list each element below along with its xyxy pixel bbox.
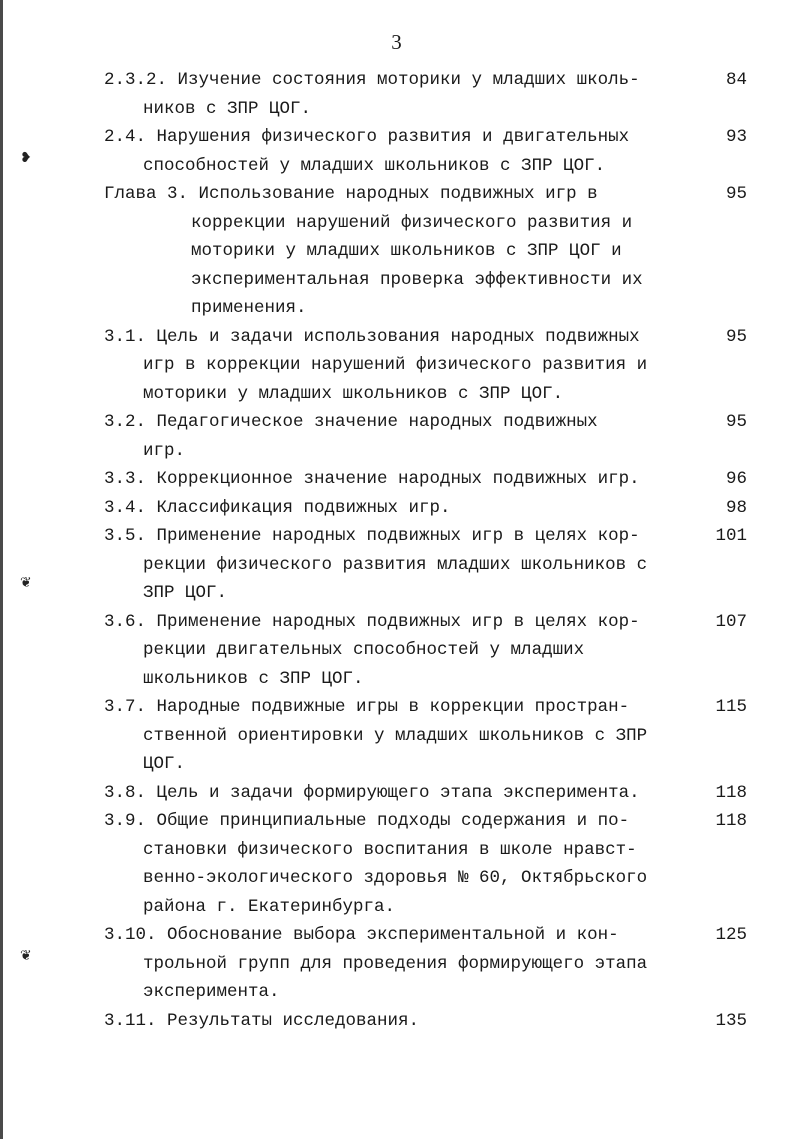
toc-entry-continuation: школьников с ЗПР ЦОГ. bbox=[143, 668, 364, 689]
toc-entry-page: 118 bbox=[715, 811, 747, 831]
toc-entry-page: 118 bbox=[715, 782, 747, 803]
toc-entry-continuation: экспериментальная проверка эффективности их bbox=[191, 269, 643, 290]
toc-entry-continuation: коррекции нарушений физического развития и bbox=[191, 212, 633, 233]
toc-entry-page: 101 bbox=[715, 526, 747, 546]
toc-entry-continuation: района г. Екатеринбурга. bbox=[143, 896, 396, 917]
toc-entry-title: 3.6. Применение народных подвижных игр в целях кор- bbox=[104, 611, 640, 632]
toc-entry-page: 95 bbox=[725, 184, 747, 204]
toc-entry-page: 125 bbox=[715, 925, 747, 945]
toc-entry-continuation: становки физического воспитания в школе нравст- bbox=[143, 839, 637, 860]
scan-mark: ❦ bbox=[20, 575, 32, 591]
toc-entry-continuation: применения. bbox=[191, 298, 307, 318]
toc-entry-page: 98 bbox=[725, 497, 747, 518]
toc-entry-title: 3.8. Цель и задачи формирующего этапа эксперимента. bbox=[104, 782, 640, 803]
toc-entry bbox=[0, 921, 793, 1007]
toc-entry-title: 3.5. Применение народных подвижных игр в целях кор- bbox=[104, 526, 640, 546]
toc-entry-continuation: ственной ориентировки у младших школьников с ЗПР bbox=[143, 725, 648, 746]
toc-entry-continuation: игр. bbox=[143, 440, 186, 461]
toc-entry-continuation: моторики у младших школьников с ЗПР ЦОГ и bbox=[191, 241, 622, 261]
toc-entry-continuation: игр в коррекции нарушений физического развития и bbox=[143, 355, 648, 375]
toc-entry bbox=[0, 522, 793, 608]
toc-entry-continuation: моторики у младших школьников с ЗПР ЦОГ. bbox=[143, 383, 564, 404]
toc-entry-title: Глава 3. Использование народных подвижных игр в bbox=[104, 184, 598, 204]
toc-entry-continuation: ЦОГ. bbox=[143, 754, 186, 774]
toc-entry-page: 95 bbox=[725, 326, 747, 347]
toc-entry bbox=[0, 323, 793, 409]
toc-entry-continuation: рекции физического развития младших школьников с bbox=[143, 554, 648, 575]
toc-entry-page: 95 bbox=[725, 412, 747, 432]
toc-entry-continuation: трольной групп для проведения формирующего этапа bbox=[143, 953, 648, 974]
toc-entry bbox=[0, 779, 793, 808]
scan-mark: ❥ bbox=[20, 150, 32, 166]
toc-entry-page: 84 bbox=[725, 70, 747, 90]
toc-entry-continuation: ЗПР ЦОГ. bbox=[143, 583, 228, 603]
toc-entry bbox=[0, 494, 793, 523]
toc-entry bbox=[0, 66, 793, 123]
toc-entry-continuation: венно-экологического здоровья № 60, Октябрьского bbox=[143, 868, 648, 888]
toc-entry-title: 3.7. Народные подвижные игры в коррекции простран- bbox=[104, 697, 630, 717]
toc-entry bbox=[0, 693, 793, 779]
toc-entry bbox=[0, 465, 793, 494]
toc-entry-title: 3.9. Общие принципиальные подходы содержания и по- bbox=[104, 811, 630, 831]
toc-entry-continuation: рекции двигательных способностей у младших bbox=[143, 640, 585, 660]
toc-entry-title: 3.10. Обоснование выбора экспериментальной и кон- bbox=[104, 925, 619, 945]
toc-entry-title: 2.4. Нарушения физического развития и двигательных bbox=[104, 127, 630, 147]
toc-entry-title: 3.1. Цель и задачи использования народных подвижных bbox=[104, 326, 640, 347]
toc-entry bbox=[0, 807, 793, 921]
toc-entry bbox=[0, 608, 793, 694]
toc-entry bbox=[0, 123, 793, 180]
toc-entry-continuation: способностей у младших школьников с ЗПР ЦОГ. bbox=[143, 155, 606, 176]
toc-entry bbox=[0, 1007, 793, 1036]
table-of-contents bbox=[0, 66, 793, 1035]
toc-entry-page: 96 bbox=[725, 469, 747, 489]
toc-entry-page: 107 bbox=[715, 611, 747, 632]
toc-entry bbox=[0, 180, 793, 323]
page-number: 3 bbox=[391, 30, 402, 54]
toc-entry-page: 115 bbox=[715, 697, 747, 717]
toc-entry-page: 135 bbox=[715, 1010, 747, 1031]
toc-entry-continuation: ников с ЗПР ЦОГ. bbox=[143, 98, 312, 119]
toc-entry bbox=[0, 408, 793, 465]
toc-entry-title: 3.4. Классификация подвижных игр. bbox=[104, 497, 451, 518]
toc-entry-page: 93 bbox=[725, 127, 747, 147]
toc-entry-title: 2.3.2. Изучение состояния моторики у младших школь- bbox=[104, 70, 640, 90]
toc-entry-title: 3.2. Педагогическое значение народных подвижных bbox=[104, 412, 598, 432]
toc-entry-title: 3.11. Результаты исследования. bbox=[104, 1010, 420, 1031]
scan-mark: ❦ bbox=[20, 948, 32, 964]
toc-entry-title: 3.3. Коррекционное значение народных подвижных игр. bbox=[104, 469, 640, 489]
toc-entry-continuation: эксперимента. bbox=[143, 982, 280, 1002]
